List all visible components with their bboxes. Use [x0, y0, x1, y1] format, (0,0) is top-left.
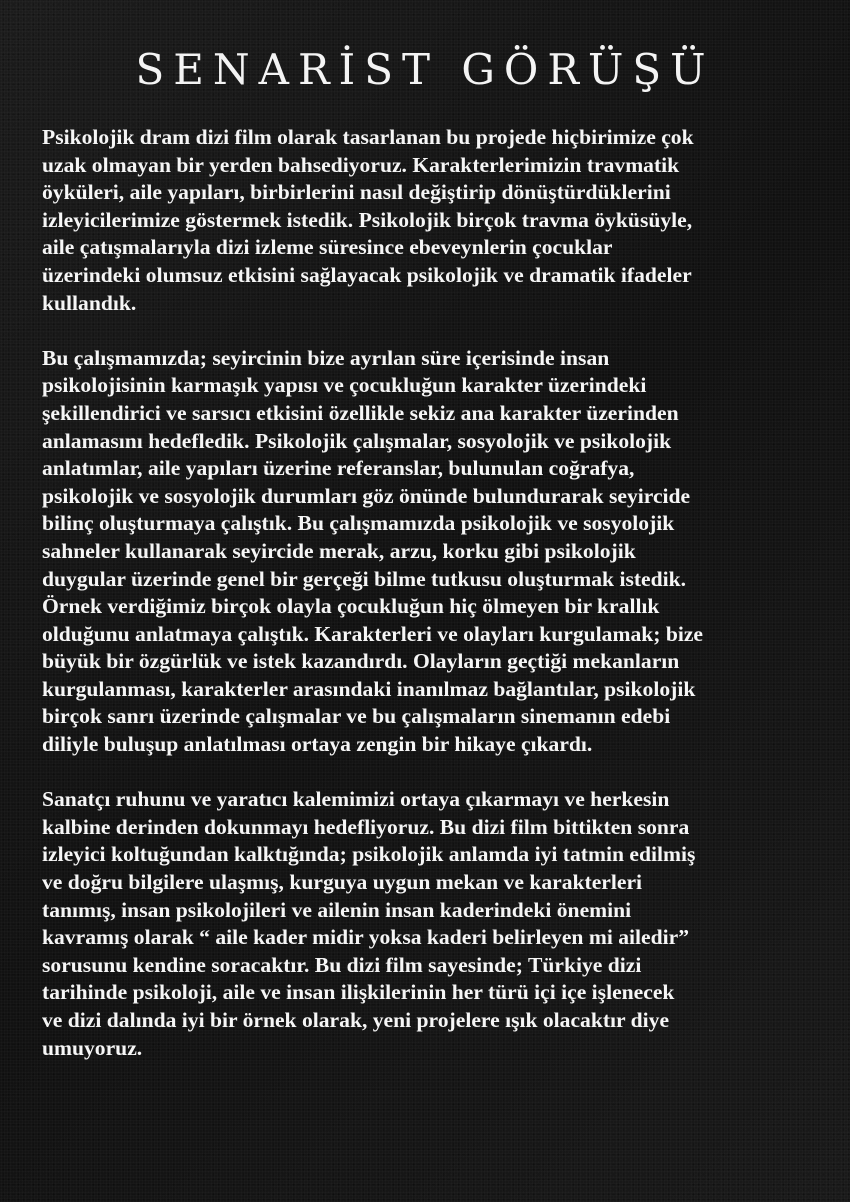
text-line: kurgulanması, karakterler arasındaki inanılmaz bağlantılar, psikolojik	[42, 676, 696, 701]
text-line: kullandık.	[42, 290, 137, 315]
paragraph-3	[42, 786, 802, 1062]
text-line: izleyicilerimize göstermek istedik. Psikolojik birçok travma öyküsüyle,	[42, 207, 693, 232]
page-title: SENARİST GÖRÜŞÜ	[135, 45, 715, 94]
text-line: uzak olmayan bir yerden bahsediyoruz. Karakterlerimizin travmatik	[42, 152, 680, 177]
document-body	[42, 124, 802, 1090]
text-line: anlamasını hedefledik. Psikolojik çalışmalar, sosyolojik ve psikolojik	[42, 428, 672, 453]
text-line: büyük bir özgürlük ve istek kazandırdı. Olayların geçtiği mekanların	[42, 649, 680, 674]
text-line: olduğunu anlatmaya çalıştık. Karakterleri ve olayları kurgulamak; bize	[42, 621, 704, 646]
text-line: Psikolojik dram dizi film olarak tasarlanan bu projede hiçbirimize çok	[42, 125, 694, 149]
text-line: kalbine derinden dokunmayı hedefliyoruz. Bu dizi film bittikten sonra	[42, 814, 690, 839]
paragraph-2	[42, 345, 802, 759]
text-line: izleyici koltuğundan kalktığında; psikolojik anlamda iyi tatmin edilmiş	[42, 842, 696, 867]
text-line: şekillendirici ve sarsıcı etkisini özellikle sekiz ana karakter üzerinden	[42, 400, 679, 425]
text-line: Bu çalışmamızda; seyircinin bize ayrılan süre içerisinde insan	[42, 345, 610, 370]
text-line: duygular üzerinde genel bir gerçeği bilme tutkusu oluşturmak istedik.	[42, 566, 687, 591]
text-line: ve dizi dalında iyi bir örnek olarak, yeni projelere ışık olacaktır diye	[42, 1008, 670, 1032]
text-line: ve doğru bilgilere ulaşmış, kurguya uygun mekan ve karakterleri	[42, 870, 643, 895]
text-line: öyküleri, aile yapıları, birbirlerini nasıl değiştirip dönüştürdüklerini	[42, 180, 671, 205]
text-line: anlatımlar, aile yapıları üzerine referanslar, bulunulan coğrafya,	[42, 456, 635, 481]
text-line: üzerindeki olumsuz etkisini sağlayacak psikolojik ve dramatik ifadeler	[42, 262, 692, 287]
text-line: bilinç oluşturmaya çalıştık. Bu çalışmamızda psikolojik ve sosyolojik	[42, 511, 675, 536]
paragraph-1	[42, 124, 802, 317]
text-line: tarihinde psikoloji, aile ve insan ilişkilerinin her türü içi içe işlenecek	[42, 980, 675, 1005]
text-line: sahneler kullanarak seyircide merak, arzu, korku gibi psikolojik	[42, 538, 636, 563]
text-line: kavramış olarak “ aile kader midir yoksa kaderi belirleyen mi ailedir”	[42, 925, 690, 950]
text-line: psikolojik ve sosyolojik durumları göz önünde bulundurarak seyircide	[42, 483, 691, 508]
text-line: birçok sanrı üzerinde çalışmalar ve bu çalışmaların sinemanın edebi	[42, 704, 671, 729]
text-line: tanımış, insan psikolojileri ve ailenin insan kaderindeki önemini	[42, 897, 632, 922]
text-line: Örnek verdiğimiz birçok olayla çocukluğun hiç ölmeyen bir krallık	[42, 594, 660, 619]
text-line: umuyoruz.	[42, 1035, 143, 1060]
text-line: aile çatışmalarıyla dizi izleme süresince ebeveynlerin çocuklar	[42, 235, 613, 260]
text-line: Sanatçı ruhunu ve yaratıcı kalemimizi ortaya çıkarmayı ve herkesin	[42, 787, 670, 812]
text-line: psikolojisinin karmaşık yapısı ve çocukluğun karakter üzerindeki	[42, 373, 647, 398]
text-line: sorusunu kendine soracaktır. Bu dizi film sayesinde; Türkiye dizi	[42, 952, 642, 977]
text-line: diliyle buluşup anlatılması ortaya zengin bir hikaye çıkardı.	[42, 732, 593, 757]
